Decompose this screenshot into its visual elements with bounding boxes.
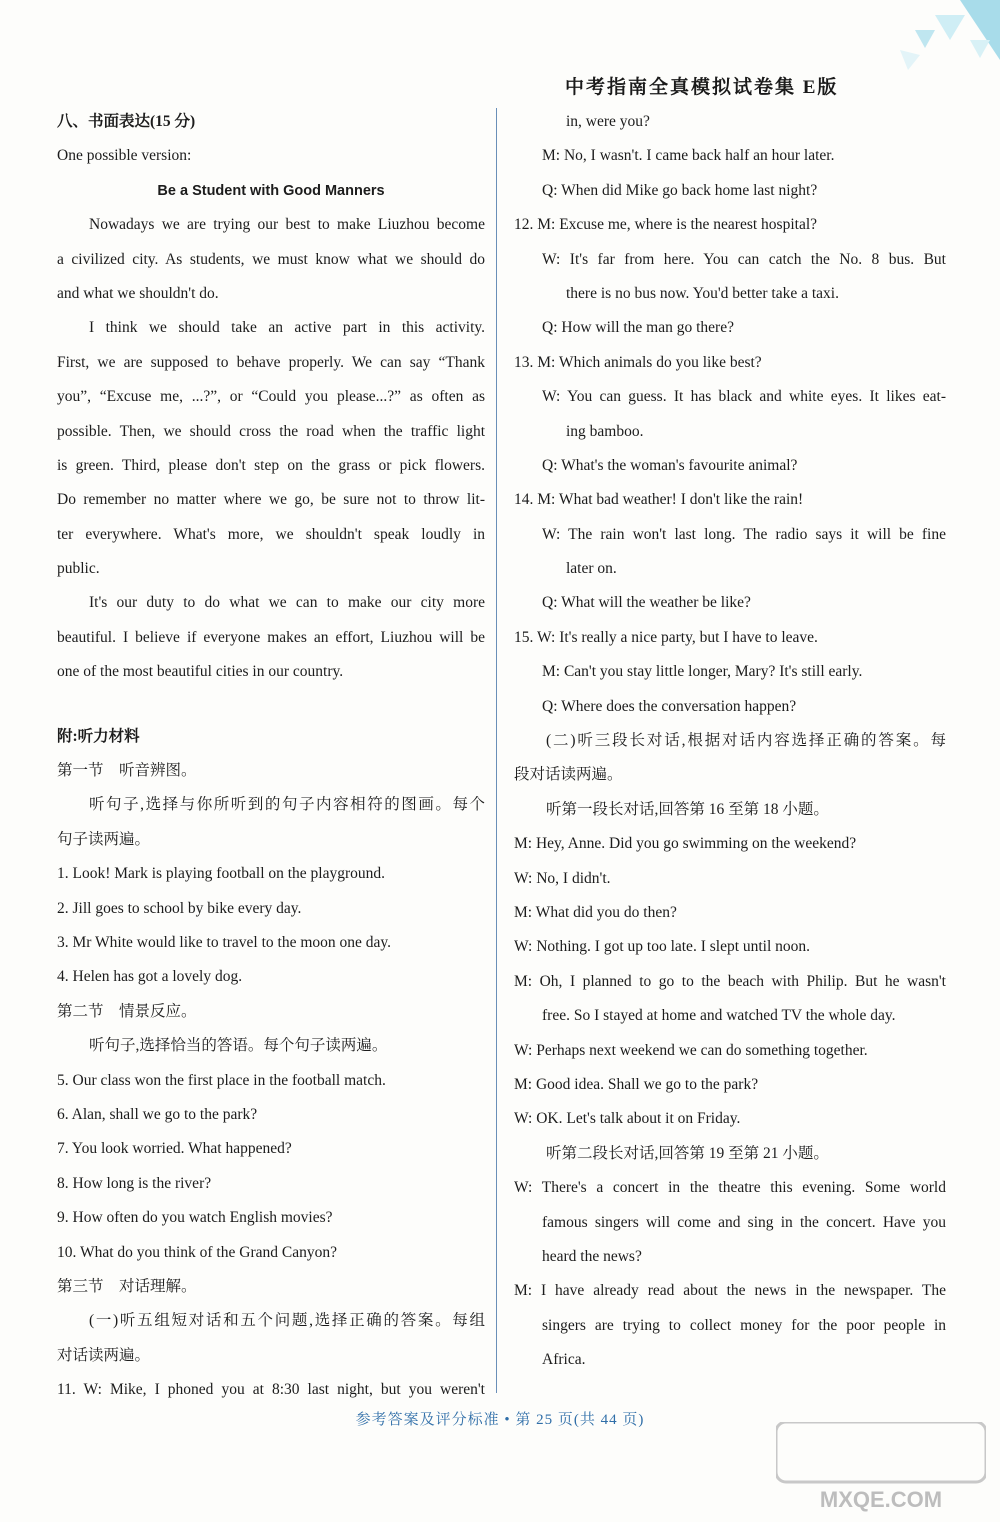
right-text-line: M: Hey, Anne. Did you go swimming on the weekend? <box>514 835 857 853</box>
left-text-line: 第一节 听音辨图。 <box>57 762 197 780</box>
left-text-line: is green. Third, please don't step on the grass or pick flowers. <box>57 456 485 474</box>
left-text-line: public. <box>57 560 100 578</box>
right-text-line: 段对话读两遍。 <box>514 766 623 784</box>
left-text-line: 听句子,选择恰当的答语。每个句子读两遍。 <box>89 1037 388 1055</box>
left-text-line: 1. Look! Mark is playing football on the playground. <box>57 865 386 883</box>
right-text-line: W: There's a concert in the theatre this evening. Some world <box>514 1179 946 1197</box>
right-text-line: in, were you? <box>566 113 650 130</box>
left-text-line: possible. Then, we should cross the road when the traffic light <box>57 422 485 440</box>
right-text-line: Q: When did Mike go back home last night? <box>542 181 818 199</box>
watermark-logo <box>776 1422 986 1514</box>
right-text-line: M: Can't you stay little longer, Mary? It's still early. <box>542 663 863 681</box>
right-text-line: W: It's far from here. You can catch the No. 8 bus. But <box>542 250 946 268</box>
right-text-line: W: Perhaps next weekend we can do something together. <box>514 1041 868 1059</box>
right-text-line: M: Oh, I planned to go to the beach with Philip. But he wasn't <box>514 972 946 990</box>
left-text-line: Nowadays we are trying our best to make Liuzhou become <box>89 216 485 234</box>
watermark-text: MXQE.COM <box>819 1487 943 1512</box>
left-text-line: 八、书面表达(15 分) <box>57 113 196 130</box>
right-text-line: W: You can guess. It has black and white eyes. It likes eat- <box>542 388 946 406</box>
right-text-line: 13. M: Which animals do you like best? <box>514 353 762 371</box>
right-text-line: Q: What will the weather be like? <box>542 594 751 612</box>
right-text-line: free. So I stayed at home and watched TV the whole day. <box>542 1007 896 1025</box>
right-text-line: Q: What's the woman's favourite animal? <box>542 456 798 474</box>
left-text-line: beautiful. I believe if everyone makes an effort, Liuzhou will be <box>57 628 485 646</box>
left-text-line: 第三节 对话理解。 <box>57 1277 197 1295</box>
left-text-line: 5. Our class won the first place in the football match. <box>57 1071 386 1089</box>
left-column <box>57 105 485 1407</box>
right-text-line: W: OK. Let's talk about it on Friday. <box>514 1110 741 1128</box>
right-text-line: M: I have already read about the news in the newspaper. The <box>514 1282 946 1300</box>
left-text-line: 对话读两遍。 <box>57 1346 151 1364</box>
left-text-line: 听句子,选择与你所听到的句子内容相符的图画。每个 <box>89 796 485 814</box>
left-text-line: One possible version: <box>57 147 192 165</box>
left-text-line: one of the most beautiful cities in our country. <box>57 663 344 681</box>
left-text-line: 9. How often do you watch English movies? <box>57 1209 333 1227</box>
left-text-line: 附:听力材料 <box>57 727 140 745</box>
right-text-line: famous singers will come and sing in the concert. Have you <box>542 1213 946 1231</box>
left-text-line: you”, “Excuse me, ...?”, or “Could you please...?” as often as <box>57 388 485 406</box>
left-text-line: I think we should take an active part in this activity. <box>89 319 485 337</box>
right-text-line: 14. M: What bad weather! I don't like the rain! <box>514 491 804 509</box>
right-text-line: heard the news? <box>542 1247 642 1265</box>
left-text-line: ter everywhere. What's more, we shouldn't speak loudly in <box>57 525 485 543</box>
corner-decoration <box>840 0 1000 100</box>
right-column <box>514 105 946 1377</box>
left-text-line: a civilized city. As students, we must know what we should do <box>57 250 485 268</box>
left-text-line: 6. Alan, shall we go to the park? <box>57 1105 258 1123</box>
right-text-line: 12. M: Excuse me, where is the nearest hospital? <box>514 216 818 234</box>
right-text-line: W: The rain won't last long. The radio says it will be fine <box>542 525 946 543</box>
right-text-line: Q: How will the man go there? <box>542 319 734 337</box>
right-text-line: Q: Where does the conversation happen? <box>542 697 797 715</box>
left-text-line: 11. W: Mike, I phoned you at 8:30 last night, but you weren't <box>57 1381 485 1399</box>
left-text-line: Be a Student with Good Manners <box>157 182 385 199</box>
left-text-line: Do remember no matter where we go, be sure not to throw lit- <box>57 491 485 509</box>
left-text-line: 8. How long is the river? <box>57 1174 212 1192</box>
right-text-line: (二)听三段长对话,根据对话内容选择正确的答案。每 <box>546 732 946 750</box>
right-text-line: M: What did you do then? <box>514 903 677 921</box>
right-text-line: M: Good idea. Shall we go to the park? <box>514 1075 759 1093</box>
right-text-line: 听第二段长对话,回答第 19 至第 21 小题。 <box>546 1144 829 1162</box>
right-text-line: 15. W: It's really a nice party, but I have to leave. <box>514 628 818 646</box>
left-text-line: and what we shouldn't do. <box>57 284 219 302</box>
left-text-line: 2. Jill goes to school by bike every day. <box>57 899 302 917</box>
left-text-line: 4. Helen has got a lovely dog. <box>57 968 243 986</box>
right-text-line: M: No, I wasn't. I came back half an hour later. <box>542 147 835 165</box>
right-text-line: later on. <box>566 560 617 578</box>
left-text-line: 7. You look worried. What happened? <box>57 1140 292 1158</box>
left-text-line: 3. Mr White would like to travel to the moon one day. <box>57 933 392 951</box>
right-text-line: Africa. <box>542 1351 586 1369</box>
header-title: 中考指南全真模拟试卷集 E版 <box>565 77 839 98</box>
left-text-line: First, we are supposed to behave properly. We can say “Thank <box>57 353 485 371</box>
right-text-line: singers are trying to collect money for the poor people in <box>542 1316 946 1334</box>
left-text-line: 第二节 情景反应。 <box>57 1002 197 1020</box>
column-divider <box>496 108 497 1393</box>
left-text-line <box>57 690 485 720</box>
right-text-line: ing bamboo. <box>566 422 644 440</box>
left-text-line: It's our duty to do what we can to make our city more <box>89 594 485 612</box>
left-text-line: 句子读两遍。 <box>57 830 151 848</box>
right-text-line: W: No, I didn't. <box>514 869 611 887</box>
right-text-line: W: Nothing. I got up too late. I slept until noon. <box>514 938 811 956</box>
left-text-line: 10. What do you think of the Grand Canyon? <box>57 1243 337 1261</box>
right-text-line: 听第一段长对话,回答第 16 至第 18 小题。 <box>546 800 829 818</box>
left-text-line: (一)听五组短对话和五个问题,选择正确的答案。每组 <box>89 1312 485 1330</box>
right-text-line: there is no bus now. You'd better take a taxi. <box>566 284 839 302</box>
page-footer: 参考答案及评分标准 • 第 25 页(共 44 页) <box>355 1412 645 1428</box>
